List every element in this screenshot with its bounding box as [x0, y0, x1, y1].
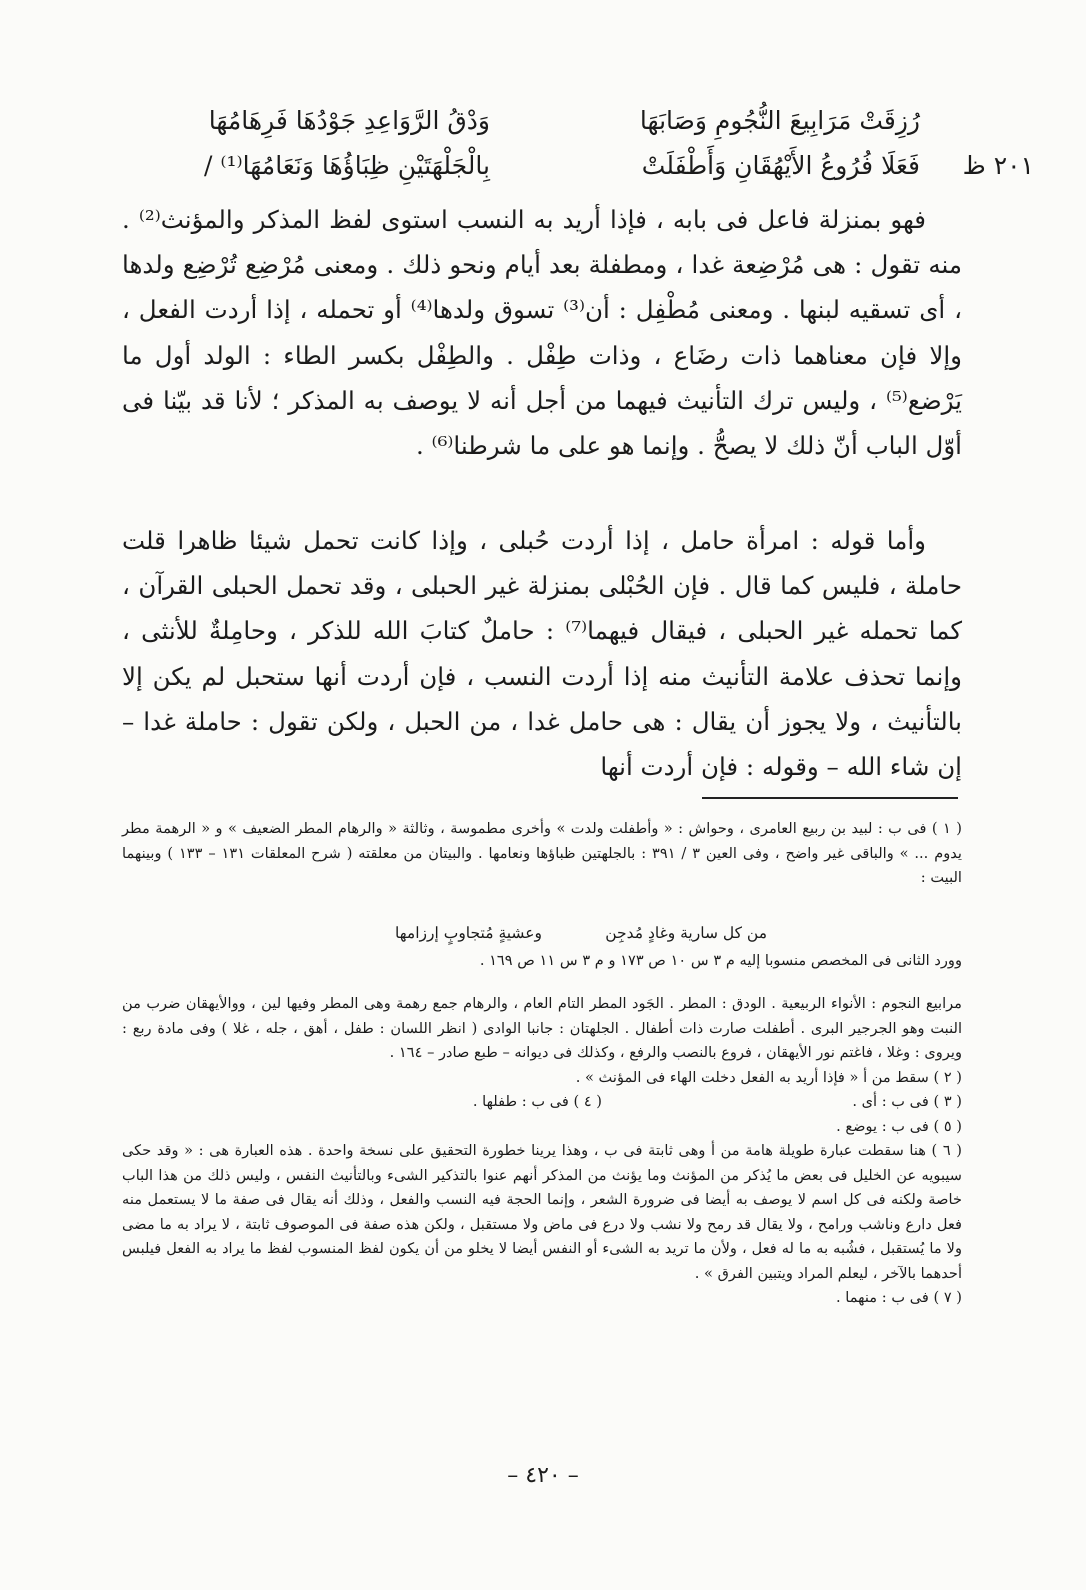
cited-verse-second-hemistich: وعشيةٍ مُتجاوبٍ إرزامها — [395, 924, 542, 942]
footnote-2: ( ٢ ) سقط من أ « فإذا أريد به الفعل دخلت الهاء فى المؤنث » . — [575, 1068, 962, 1086]
footnote-7: ( ٧ ) فى ب : منهما . — [836, 1289, 962, 1306]
verse-2-second-hemistich: بِالْجَلْهَتَيْنِ ظِبَاؤُهَا وَنَعَامُهَا⁽¹⁾ / — [203, 151, 490, 180]
footnote-1-gloss: مرابيع النجوم : الأنواء الربيعية . الودق : المطر . الجَود المطر التام العام ، والرهام جمع رهمة وهى المطر وفيها لين ، ووالأيهقان ضرب من النبت وهو الجرجير البرى . أطفلت صارت ذات أطفال . الجلهتان : جانبا الوادى ( انظر اللسان : طفل ، أهق ، جله ، غلا ) وفى مادة ربع : ويروى : وغلا ، فاغتم نور الأيهقان ، فروع بالنصب والرفع ، وكذلك فى ديوانه – طبع صادر – ١٦٤ . — [122, 995, 962, 1061]
footnote-separator — [702, 797, 958, 799]
page-number: – ٤٢٠ – — [507, 1463, 579, 1488]
footnote-3: ( ٣ ) فى ب : أى . — [852, 1093, 962, 1110]
body-paragraph-1 — [122, 197, 962, 468]
footnotes-list — [122, 992, 962, 1311]
body-paragraph-2 — [122, 518, 962, 789]
footnote-5: ( ٥ ) فى ب : يوضع . — [836, 1117, 962, 1135]
verse-2-first-hemistich: فَعَلَا فُرُوعُ الأَيْهُقَانِ وَأَطْفَلَتْ — [641, 151, 920, 180]
verse-1-first-hemistich: رُزِقَتْ مَرَابِيعَ النُّجُومِ وَصَابَهَا — [639, 106, 920, 135]
footnote-row-3-4 — [122, 1090, 962, 1115]
cited-verse — [122, 919, 962, 949]
cited-verse-first-hemistich: من كل سارية وغادٍ مُدجِن — [605, 924, 767, 942]
paragraph-2-text: وأما قوله : امرأة حامل ، إذا أردت حُبلى ، وإذا كانت تحمل شيئا ظاهرا قلت حاملة ، فليس كما قال . فإن الحُبْلى بمنزلة غير الحبلى ، وقد تحمل الحبلى القرآن ، كما تحمله غير الحبلى ، فيقال فيهما⁽⁷⁾ : حاملٌ كتابَ الله للذكر ، وحامِلةٌ للأنثى ، وإنما تحذف علامة التأنيث منه إذا أردت النسب ، فإن أردت أنها ستحبل لم يكن إلا بالتأنيث ، ولا يجوز أن يقال : هى حامل غدا ، من الحبل ، ولكن تقول : حاملة غدا – إن شاء الله – وقوله : فإن أردت أنها — [122, 526, 962, 782]
manuscript-folio-marker: ٢٠١ ظ — [962, 151, 1034, 180]
verse-1-second-hemistich: وَدْقُ الرَّوَاعِدِ جَوْدُهَا فَرِهَامُهَا — [208, 106, 490, 135]
footnote-1-source: وورد الثانى فى المخصص منسوبا إليه م ٣ س ١٠ ص ١٧٣ و م ٣ س ١١ ص ١٦٩ . — [479, 952, 962, 969]
footnote-4: ( ٤ ) فى ب : طفلها . — [472, 1093, 602, 1110]
footnote-6: ( ٦ ) هنا سقطت عبارة طويلة هامة من أ وهى ثابتة فى ب ، وهذا يرينا خطورة التحقيق على نسخة واحدة . هذه العبارة هى : « وقد حكى سيبويه عن الخليل فى بعض ما يُذكر من المؤنث وما يؤنث من المذكر أنهم عنوا بالتذكير الشىء وبالتأنيث النفس ، وليس ذلك من هذا الباب خاصة ولكنه فى كل اسم لا يوصف به أيضا فى ضرورة الشعر ، وإنما الحجة فيه النسب والفعل ، وذلك أنه يقال فى صفة ما لا يستعمل منه فعل دارع وناشب ورامح ، ولا يقال قد رمح ولا نشب ولا درع فى ماض ولا مستقبل ، ولكن هذه صفة فى الموصوف ثابتة ، لا يراد به ما مضى ولا ما يُستقبل ، فشُبه به ما له فعل ، ولأن ما تريد به الشىء أو النفس أيضا لا يخلو من أن يكون لفظ المنسوب لفظ ما يراد به الفعل فيلبس أحدهما بالآخر ، ليعلم المراد ويتبين الفرق » . — [122, 1142, 962, 1282]
footnote-1-text: ( ١ ) فى ب : لبيد بن ربيع العامرى ، وحواش : « وأطفلت ولدت » وأخرى مطموسة ، وثالثة « والرهام المطر الضعيف » و « الرهمة مطر يدوم ... » والباقى غير واضح ، وفى العين ٣ / ٣٩١ : بالجلهتين ظباؤها ونعامها . والبيتان من معلقته ( شرح المعلقات ١٣١ – ١٣٣ ) وبينهما البيت : — [122, 820, 962, 886]
paragraph-1-text: فهو بمنزلة فاعل فى بابه ، فإذا أريد به النسب استوى لفظ المذكر والمؤنث⁽²⁾ . منه تقول : هى مُرْضِعة غدا ، ومطفلة بعد أيام ونحو ذلك . ومعنى مُرْضِع تُرْضِع ولدها ، أى تسقيه لبنها . ومعنى مُطْفِل : أن⁽³⁾ تسوق ولدها⁽⁴⁾ أو تحمله ، إذا أردت الفعل ، وإلا فإن معناهما ذات رضَاع ، وذات طِفْل . والطِفْل بكسر الطاء : الولد أول ما يَرْضع⁽⁵⁾ ، وليس ترك التأنيث فيهما من أجل أنه لا يوصف به المذكر ؛ لأنا قد بيّنا فى أوّل الباب أنّ ذلك لا يصحُّ . وإنما هو على ما شرطنا⁽⁶⁾ . — [122, 205, 962, 461]
footnote-1 — [122, 817, 962, 891]
footnote-1-continued — [122, 919, 962, 974]
